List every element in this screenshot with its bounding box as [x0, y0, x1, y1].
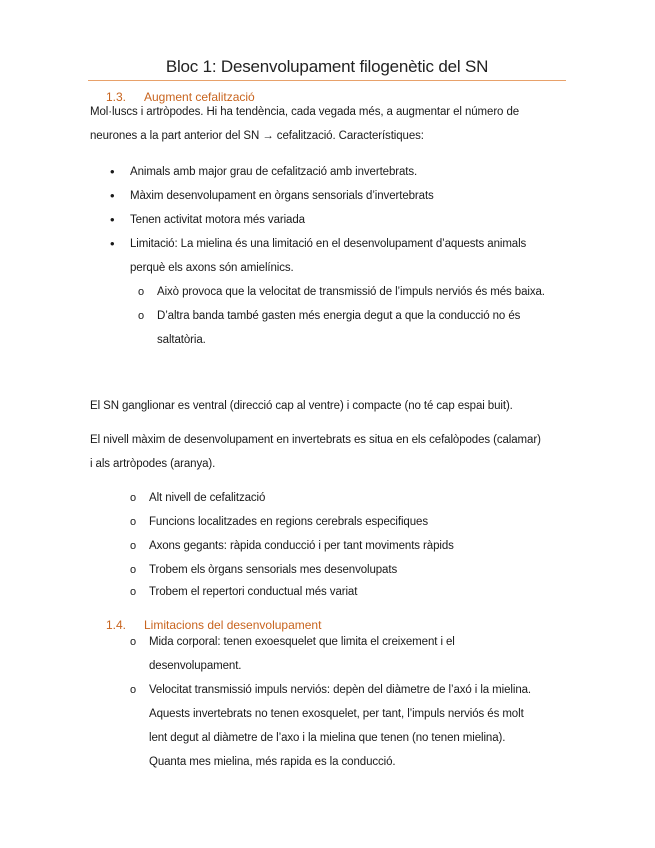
list-item — [130, 534, 454, 558]
bullet-marker: • — [110, 164, 115, 179]
list-item — [130, 558, 398, 582]
list-item-text: Alt nivell de cefalització — [149, 492, 266, 504]
section-title: Augment cefalització — [144, 90, 255, 104]
list-item-text: Trobem el repertori conductual més variat — [149, 586, 358, 598]
list-item-text: Funcions localitzades en regions cerebrals especifiques — [149, 516, 428, 528]
section-number: 1.3. — [106, 90, 127, 104]
circle-marker: o — [130, 684, 137, 696]
paragraph-ventral: El SN ganglionar es ventral (direcció cap al ventre) i compacte (no té cap espai buit). — [90, 400, 513, 412]
list-item-continuation: desenvolupament. — [149, 660, 242, 672]
list-item-text: Animals amb major grau de cefalització amb invertebrats. — [130, 166, 418, 178]
list-item-text: Això provoca que la velocitat de transmissió de l’impuls nerviós és més baixa. — [157, 286, 545, 298]
list-item — [130, 678, 532, 702]
section-heading-1-4 — [106, 618, 322, 632]
list-item — [130, 630, 455, 654]
list-item-continuation: lent degut al diàmetre de l’axo i la mielina que tenen (no tenen mielina). — [149, 732, 506, 744]
intro-line-1: Mol·luscs i artròpodes. Hi ha tendència, cada vegada més, a augmentar el número de — [90, 106, 520, 118]
list-item-text: Trobem els òrgans sensorials mes desenvolupats — [149, 564, 398, 576]
circle-marker: o — [130, 492, 137, 504]
title-underline — [88, 80, 566, 81]
page-title: Bloc 1: Desenvolupament filogenètic del SN — [165, 57, 489, 76]
list-item — [130, 580, 358, 604]
paragraph-max-line-2: i als artròpodes (aranya). — [90, 458, 216, 470]
paragraph-max-line-1: El nivell màxim de desenvolupament en invertebrats es situa en els cefalòpodes (calamar) — [90, 434, 541, 446]
list-item-continuation: Aquests invertebrats no tenen exosquelet, per tant, l’impuls nerviós és molt — [149, 708, 524, 720]
section-title: Limitacions del desenvolupament — [144, 618, 322, 632]
bullet-marker: • — [110, 212, 115, 227]
list-item — [110, 208, 305, 232]
intro-line-2: neurones a la part anterior del SN → cefalització. Característiques: — [90, 130, 424, 142]
list-item-continuation: perquè els axons són amielínics. — [130, 262, 294, 274]
list-item-text: Màxim desenvolupament en òrgans sensorials d’invertebrats — [130, 190, 434, 202]
bullet-marker: • — [110, 236, 115, 251]
list-item-text: Mida corporal: tenen exoesquelet que limita el creixement i el — [149, 636, 455, 648]
circle-marker: o — [138, 310, 145, 322]
circle-marker: o — [130, 540, 137, 552]
list-item-continuation: saltatòria. — [157, 334, 206, 346]
list-item-text: Velocitat transmissió impuls nerviós: depèn del diàmetre de l’axó i la mielina. — [149, 684, 532, 696]
sub-list-item — [138, 280, 545, 304]
list-item — [110, 184, 434, 208]
circle-marker: o — [130, 636, 137, 648]
list-item-continuation: Quanta mes mielina, més rapida es la conducció. — [149, 756, 396, 768]
bullet-marker: • — [110, 188, 115, 203]
list-item-text: Axons gegants: ràpida conducció i per tant moviments ràpids — [149, 540, 454, 552]
circle-marker: o — [130, 586, 137, 598]
circle-marker: o — [130, 564, 137, 576]
list-item — [110, 232, 527, 256]
circle-marker: o — [130, 516, 137, 528]
section-number: 1.4. — [106, 618, 127, 632]
list-item-text: Tenen activitat motora més variada — [130, 214, 305, 226]
list-item — [110, 160, 418, 184]
list-item — [130, 510, 428, 534]
list-item-text: D’altra banda també gasten més energia degut a que la conducció no és — [157, 310, 521, 322]
circle-marker: o — [138, 286, 145, 298]
list-item — [130, 486, 266, 510]
list-item-text: Limitació: La mielina és una limitació en el desenvolupament d’aquests animals — [130, 238, 527, 250]
sub-list-item — [138, 304, 521, 328]
